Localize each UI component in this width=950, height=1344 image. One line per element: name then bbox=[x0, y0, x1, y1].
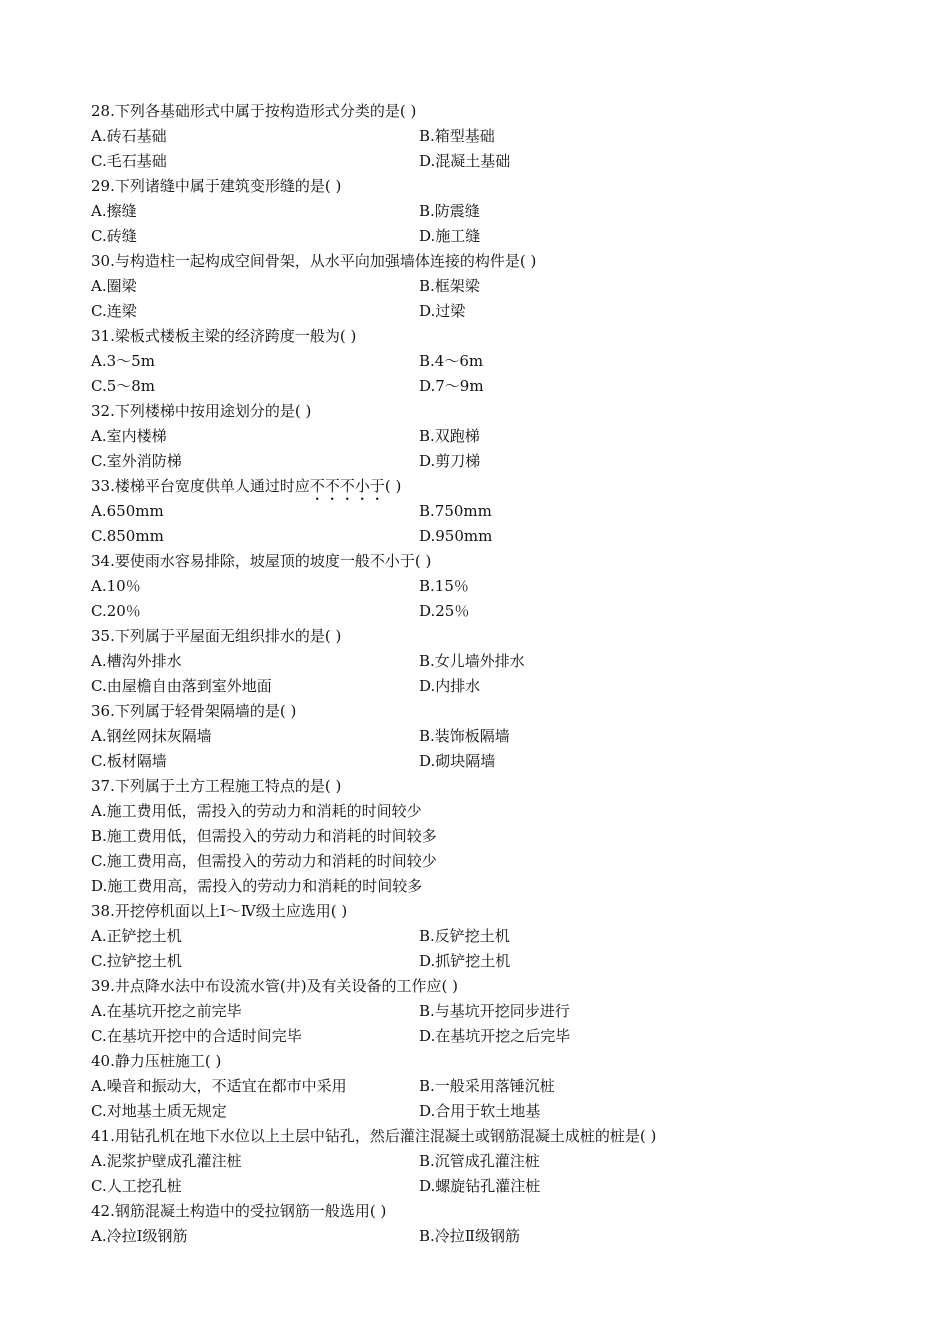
option-row bbox=[91, 1074, 871, 1099]
question-stem: 32.下列楼梯中按用途划分的是( ) bbox=[91, 402, 312, 420]
question-stem-text: 33.楼梯平台宽度供单人通过时应 bbox=[91, 477, 310, 495]
answer-option: C.施工费用高，但需投入的劳动力和消耗的时间较少 bbox=[91, 852, 437, 870]
option-row bbox=[91, 274, 871, 299]
option-row bbox=[91, 724, 871, 749]
answer-option: B.双跑梯 bbox=[419, 427, 480, 445]
answer-option: B.沉管成孔灌注桩 bbox=[419, 1152, 540, 1170]
option-row bbox=[91, 149, 871, 174]
answer-option: C.850mm bbox=[91, 527, 164, 545]
answer-option: D.合用于软土地基 bbox=[419, 1102, 541, 1120]
answer-option: A.室内楼梯 bbox=[91, 427, 167, 445]
answer-option: D.25％ bbox=[419, 602, 470, 620]
answer-option: C.毛石基础 bbox=[91, 152, 167, 170]
answer-option: D.施工缝 bbox=[419, 227, 481, 245]
answer-option: C.拉铲挖土机 bbox=[91, 952, 182, 970]
option-row bbox=[91, 599, 871, 624]
option-row bbox=[91, 999, 871, 1024]
exam-page bbox=[91, 99, 871, 1249]
option-row bbox=[91, 374, 871, 399]
option-row bbox=[91, 1224, 871, 1249]
question-stem: 34.要使雨水容易排除，坡屋顶的坡度一般不小于( ) bbox=[91, 552, 432, 570]
answer-option: B.防震缝 bbox=[419, 202, 480, 220]
question-stem: 28.下列各基础形式中属于按构造形式分类的是( ) bbox=[91, 102, 417, 120]
option-row bbox=[91, 674, 871, 699]
emphasized-text: 不不不小于 bbox=[309, 477, 385, 495]
answer-option: B.750mm bbox=[419, 502, 492, 520]
option-row bbox=[91, 299, 871, 324]
option-row bbox=[91, 449, 871, 474]
option-row bbox=[91, 1149, 871, 1174]
answer-option: B.框架梁 bbox=[419, 277, 480, 295]
answer-option: A.施工费用低，需投入的劳动力和消耗的时间较少 bbox=[91, 802, 422, 820]
option-row bbox=[91, 1174, 871, 1199]
answer-option: A.噪音和振动大，不适宜在都市中采用 bbox=[91, 1077, 347, 1095]
answer-option: A.3～5m bbox=[91, 352, 155, 370]
answer-option: C.20％ bbox=[91, 602, 141, 620]
answer-option: C.在基坑开挖中的合适时间完毕 bbox=[91, 1027, 302, 1045]
answer-option: D.砌块隔墙 bbox=[419, 752, 496, 770]
answer-option: D.螺旋钻孔灌注桩 bbox=[419, 1177, 541, 1195]
answer-option: B.反铲挖土机 bbox=[419, 927, 510, 945]
answer-option: A.10％ bbox=[91, 577, 141, 595]
answer-option: C.5～8m bbox=[91, 377, 156, 395]
answer-option: A.正铲挖土机 bbox=[91, 927, 182, 945]
answer-option: C.由屋檐自由落到室外地面 bbox=[91, 677, 272, 695]
answer-option: D.过梁 bbox=[419, 302, 466, 320]
question-stem-blank: ( ) bbox=[384, 477, 402, 495]
option-row bbox=[91, 199, 871, 224]
answer-option: B.15％ bbox=[419, 577, 469, 595]
option-row bbox=[91, 424, 871, 449]
option-row bbox=[91, 524, 871, 549]
question-stem: 39.井点降水法中布设流水管(井)及有关设备的工作应( ) bbox=[91, 977, 459, 995]
answer-option: B.女儿墙外排水 bbox=[419, 652, 525, 670]
answer-option: D.剪刀梯 bbox=[419, 452, 481, 470]
answer-option: A.钢丝网抹灰隔墙 bbox=[91, 727, 212, 745]
answer-option: A.砖石基础 bbox=[91, 127, 167, 145]
answer-option: B.冷拉Ⅱ级钢筋 bbox=[419, 1227, 520, 1245]
option-row bbox=[91, 1099, 871, 1124]
option-row bbox=[91, 949, 871, 974]
option-row bbox=[91, 1024, 871, 1049]
answer-option: A.冷拉Ⅰ级钢筋 bbox=[91, 1227, 188, 1245]
question-stem: 30.与构造柱一起构成空间骨架，从水平向加强墙体连接的构件是( ) bbox=[91, 252, 537, 270]
option-row bbox=[91, 124, 871, 149]
answer-option: D.内排水 bbox=[419, 677, 481, 695]
answer-option: B.装饰板隔墙 bbox=[419, 727, 510, 745]
option-row bbox=[91, 499, 871, 524]
answer-option: C.连梁 bbox=[91, 302, 137, 320]
question-stem: 41.用钻孔机在地下水位以上土层中钻孔，然后灌注混凝土或钢筋混凝土成桩的桩是( ) bbox=[91, 1127, 657, 1145]
answer-option: B.施工费用低，但需投入的劳动力和消耗的时间较多 bbox=[91, 827, 437, 845]
answer-option: D.在基坑开挖之后完毕 bbox=[419, 1027, 571, 1045]
answer-option: A.泥浆护壁成孔灌注桩 bbox=[91, 1152, 242, 1170]
answer-option: D.混凝土基础 bbox=[419, 152, 511, 170]
answer-option: C.室外消防梯 bbox=[91, 452, 182, 470]
question-stem: 40.静力压桩施工( ) bbox=[91, 1052, 222, 1070]
question-stem: 38.开挖停机面以上Ⅰ～Ⅳ级土应选用( ) bbox=[91, 902, 348, 920]
answer-option: B.与基坑开挖同步进行 bbox=[419, 1002, 570, 1020]
question-stem: 31.梁板式楼板主梁的经济跨度一般为( ) bbox=[91, 327, 357, 345]
answer-option: D.施工费用高，需投入的劳动力和消耗的时间较多 bbox=[91, 877, 423, 895]
answer-option: A.在基坑开挖之前完毕 bbox=[91, 1002, 242, 1020]
question-stem: 36.下列属于轻骨架隔墙的是( ) bbox=[91, 702, 297, 720]
answer-option: A.圈梁 bbox=[91, 277, 137, 295]
option-row bbox=[91, 649, 871, 674]
answer-option: B.一般采用落锤沉桩 bbox=[419, 1077, 555, 1095]
answer-option: C.对地基土质无规定 bbox=[91, 1102, 227, 1120]
answer-option: C.人工挖孔桩 bbox=[91, 1177, 182, 1195]
question-stem: 35.下列属于平屋面无组织排水的是( ) bbox=[91, 627, 342, 645]
answer-option: D.抓铲挖土机 bbox=[419, 952, 511, 970]
answer-option: B.箱型基础 bbox=[419, 127, 495, 145]
question-stem bbox=[91, 474, 871, 499]
question-stem: 42.钢筋混凝土构造中的受拉钢筋一般选用( ) bbox=[91, 1202, 387, 1220]
option-row bbox=[91, 749, 871, 774]
answer-option: A.槽沟外排水 bbox=[91, 652, 182, 670]
option-row bbox=[91, 924, 871, 949]
option-row bbox=[91, 349, 871, 374]
answer-option: D.7～9m bbox=[419, 377, 484, 395]
answer-option: A.擦缝 bbox=[91, 202, 137, 220]
answer-option: C.板材隔墙 bbox=[91, 752, 167, 770]
answer-option: C.砖缝 bbox=[91, 227, 137, 245]
question-stem: 37.下列属于土方工程施工特点的是( ) bbox=[91, 777, 342, 795]
answer-option: D.950mm bbox=[419, 527, 493, 545]
question-stem: 29.下列诸缝中属于建筑变形缝的是( ) bbox=[91, 177, 342, 195]
option-row bbox=[91, 224, 871, 249]
answer-option: A.650mm bbox=[91, 502, 164, 520]
option-row bbox=[91, 574, 871, 599]
answer-option: B.4～6m bbox=[419, 352, 484, 370]
